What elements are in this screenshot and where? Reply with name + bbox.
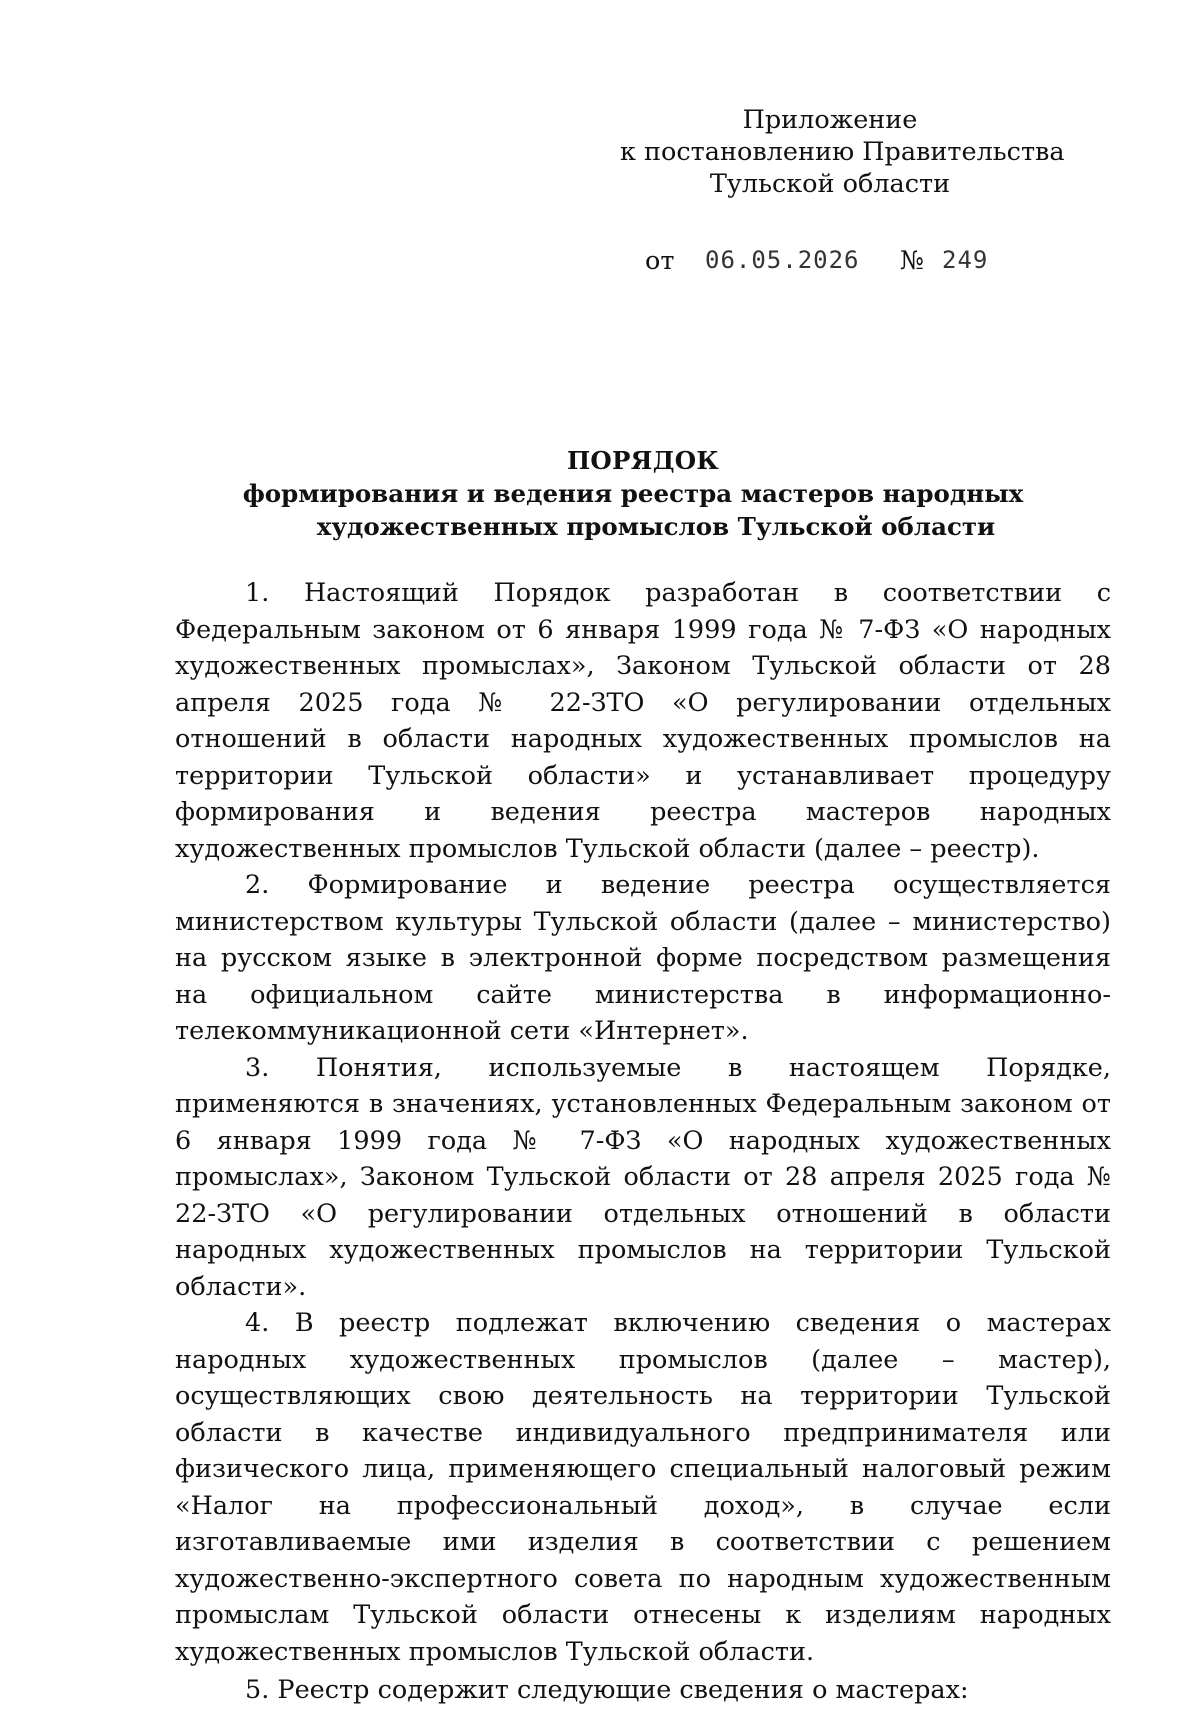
title-subheading-line2: художественных промыслов Тульской области: [316, 512, 996, 541]
appendix-reference: к постановлению Правительства: [620, 137, 1065, 167]
document-date: 06.05.2026: [705, 246, 860, 274]
paragraph-1: 1. Настоящий Порядок разработан в соответствии с Федеральным законом от 6 января 1999 года № 7-ФЗ «О народных художественных промыслах», Законом Тульской области от 28 апреля 2025 года № 22-ЗТО «О регулировании отдельных отношений в области народных художественных промыслов на территории Тульской области» и устанавливает процедуру формирования и ведения реестра мастеров народных художественных промыслов Тульской области (далее – реестр).: [175, 578, 1111, 864]
date-prefix: от: [645, 246, 675, 276]
paragraph-3: 3. Понятия, используемые в настоящем Порядке, применяются в значениях, установленных Федеральным законом от 6 января 1999 года № 7-ФЗ «О народных художественных промыслах», Законом Тульской области от 28 апреля 2025 года № 22-ЗТО «О регулировании отдельных отношений в области народных художественных промыслов на территории Тульской области».: [175, 1052, 1111, 1302]
number-sign: №: [900, 246, 925, 276]
title-subheading-line1: формирования и ведения реестра мастеров народных: [242, 479, 1024, 508]
document-title: [150, 444, 1110, 543]
title-heading: ПОРЯДОК: [566, 446, 720, 475]
paragraph-5: 5. Реестр содержит следующие сведения о мастерах:: [245, 1675, 969, 1705]
appendix-title: Приложение: [742, 105, 918, 135]
paragraph-2: 2. Формирование и ведение реестра осуществляется министерством культуры Тульской области (далее – министерство) на русском языке в электронной форме посредством размещения на официальном сайте министерства в информационно-телекоммуникационной сети «Интернет».: [175, 870, 1111, 1046]
appendix-header: [620, 104, 1065, 200]
document-date-number: [645, 246, 1045, 278]
paragraph-4: 4. В реестр подлежат включению сведения о мастерах народных художественных промыслов (далее – мастер), осуществляющих свою деятельность на территории Тульской области в качестве индивидуального предпринимателя или физического лица, применяющего специальный налоговый режим «Налог на профессиональный доход», в случае если изготавливаемые ими изделия в соответствии с решением художественно-экспертного совета по народным художественным промыслам Тульской области отнесены к изделиям народных художественных промыслов Тульской области.: [175, 1308, 1111, 1667]
document-body: [175, 575, 1111, 1709]
appendix-region: Тульской области: [709, 169, 951, 199]
document-number: 249: [942, 246, 989, 274]
